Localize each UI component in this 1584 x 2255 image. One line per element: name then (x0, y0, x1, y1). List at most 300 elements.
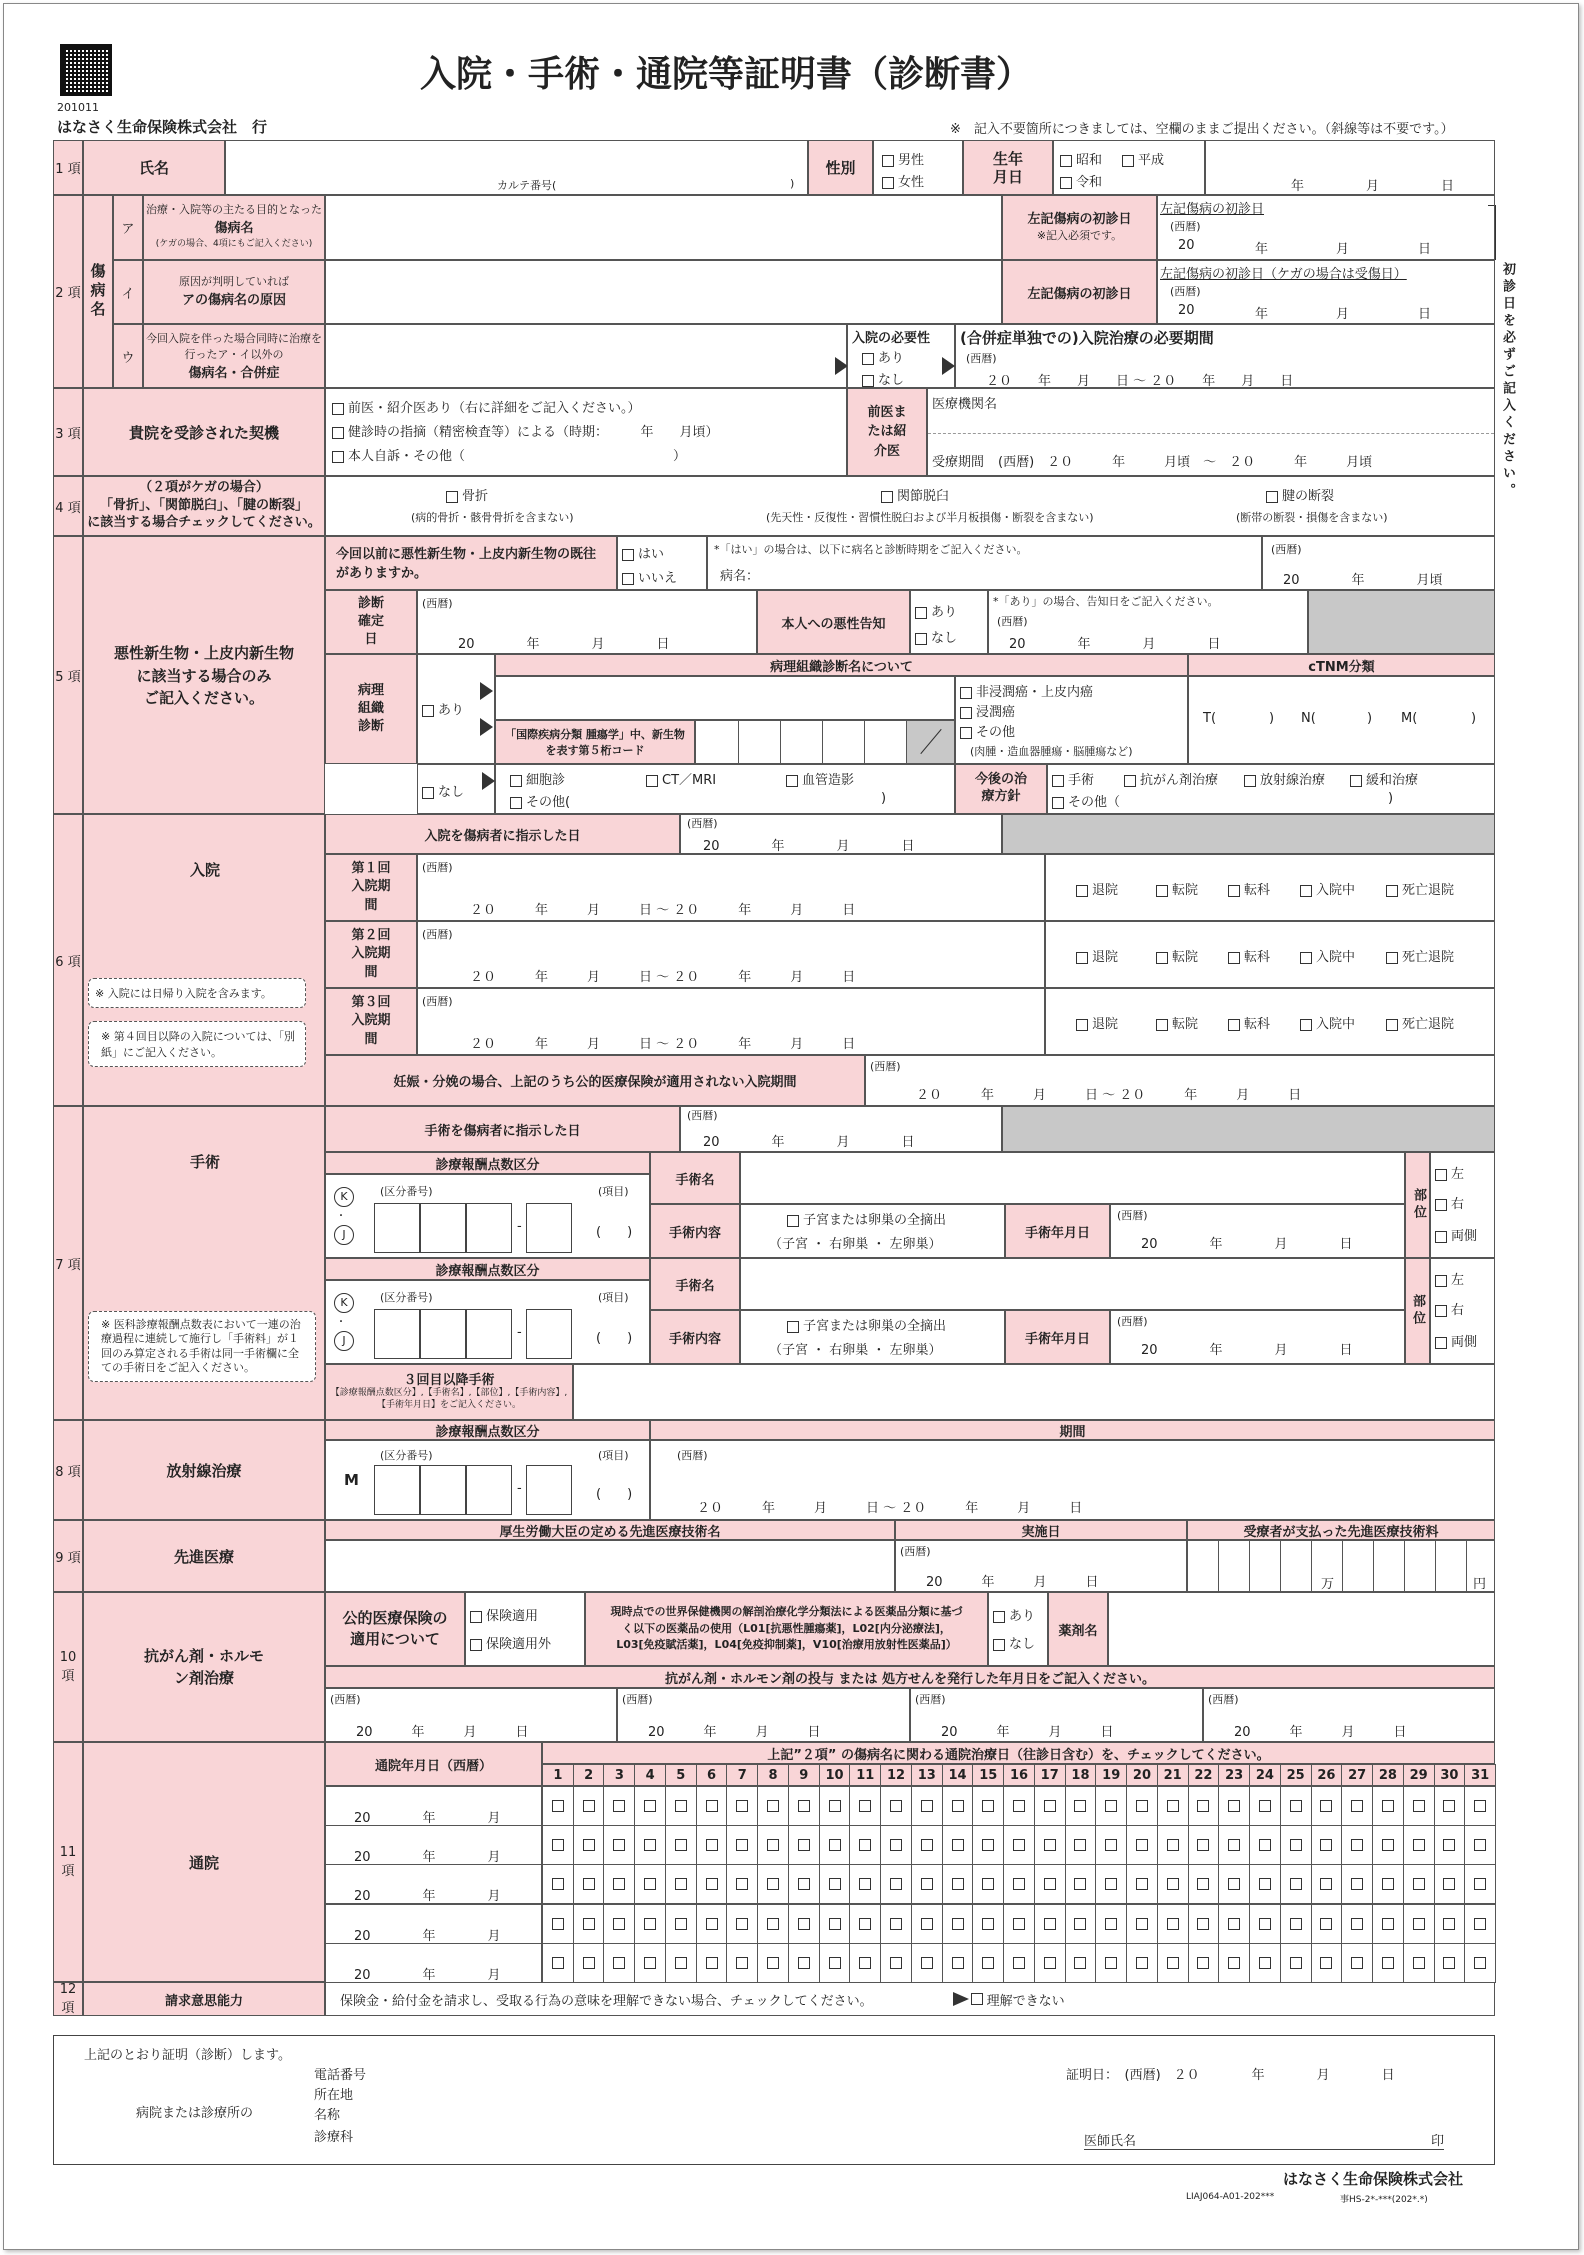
visit-day-checkbox[interactable] (1013, 1878, 1025, 1890)
pathology-no-checkbox[interactable] (422, 787, 434, 799)
row-i: イ (113, 260, 143, 324)
visit-day-checkbox[interactable] (1136, 1957, 1148, 1969)
visit-day-checkbox[interactable] (1228, 1800, 1240, 1812)
visit-day-checkbox[interactable] (1197, 1839, 1209, 1851)
visit-day-checkbox[interactable] (613, 1957, 625, 1969)
s1-death-checkbox[interactable] (1386, 885, 1398, 897)
stay-2-field[interactable] (417, 921, 1045, 988)
visit-day-checkbox[interactable] (736, 1878, 748, 1890)
visit-day-checkbox[interactable] (1382, 1839, 1394, 1851)
s3-dept-checkbox[interactable] (1228, 1019, 1240, 1031)
visit-day-checkbox[interactable] (1044, 1878, 1056, 1890)
tendon-label: 腱の断裂 (1282, 489, 1335, 504)
surg-name-field-2[interactable] (740, 1258, 1405, 1310)
visit-day-checkbox[interactable] (1474, 1800, 1486, 1812)
visit-day-checkbox[interactable] (1228, 1918, 1240, 1930)
visit-ym-field[interactable] (325, 1864, 542, 1904)
visit-day-checkbox[interactable] (982, 1839, 994, 1851)
visit-day-checkbox[interactable] (1351, 1839, 1363, 1851)
cert-date[interactable]: 証明日： (西暦) ２０ 年 月 日 (1066, 2068, 1395, 2083)
visit-day-checkbox[interactable] (583, 1800, 595, 1812)
visit-day-checkbox[interactable] (552, 1957, 564, 1969)
visit-day-checkbox[interactable] (1259, 1800, 1271, 1812)
visit-day-checkbox[interactable] (552, 1878, 564, 1890)
visit-day-checkbox[interactable] (921, 1839, 933, 1851)
first-visit-2-field[interactable] (1157, 260, 1495, 324)
ins-uncovered-checkbox[interactable] (470, 1639, 482, 1651)
visit-day-checkbox[interactable] (1382, 1918, 1394, 1930)
visit-day-checkbox[interactable] (1044, 1800, 1056, 1812)
visit-day-checkbox[interactable] (1413, 1800, 1425, 1812)
site-2-left-checkbox[interactable] (1435, 1275, 1447, 1287)
s3-inpatient-checkbox[interactable] (1300, 1019, 1312, 1031)
kubun-label: (区分番号) (380, 1291, 433, 1304)
reason-self-checkbox[interactable] (332, 451, 344, 463)
fracture-checkbox[interactable] (446, 491, 458, 503)
year-prefix: 20 (1178, 238, 1195, 253)
s1-discharge-checkbox[interactable] (1076, 885, 1088, 897)
visit-day-checkbox[interactable] (890, 1839, 902, 1851)
visit-day-checkbox[interactable] (1013, 1957, 1025, 1969)
visit-day-checkbox[interactable] (1382, 1878, 1394, 1890)
s2-death-checkbox[interactable] (1386, 952, 1398, 964)
advanced-tech-label: 厚生労働大臣の定める先進医療技術名 (325, 1520, 895, 1540)
cannot-understand-checkbox[interactable] (971, 1993, 983, 2005)
visit-day-checkbox[interactable] (1013, 1800, 1025, 1812)
site-2-left-label: 左 (1451, 1273, 1465, 1288)
visit-day-cell (942, 1825, 974, 1865)
visit-day-checkbox[interactable] (706, 1957, 718, 1969)
advanced-date-field[interactable] (895, 1540, 1187, 1592)
visit-day-checkbox[interactable] (1351, 1918, 1363, 1930)
visit-day-checkbox[interactable] (1167, 1918, 1179, 1930)
s3-transfer-checkbox[interactable] (1156, 1019, 1168, 1031)
visit-day-checkbox[interactable] (982, 1918, 994, 1930)
visit-day-checkbox[interactable] (644, 1918, 656, 1930)
plan-other-checkbox[interactable] (1052, 797, 1064, 809)
advanced-date-value: 20 年 月 日 (926, 1575, 1099, 1590)
notice-yes-checkbox[interactable] (915, 607, 927, 619)
visit-day-checkbox[interactable] (1290, 1918, 1302, 1930)
visit-day-checkbox[interactable] (952, 1957, 964, 1969)
visit-day-checkbox[interactable] (859, 1918, 871, 1930)
prev-no-checkbox[interactable] (622, 573, 634, 585)
atc-no-checkbox[interactable] (993, 1639, 1005, 1651)
visit-day-checkbox[interactable] (1228, 1957, 1240, 1969)
visit-day-checkbox[interactable] (1474, 1878, 1486, 1890)
plan-surgery-checkbox[interactable] (1052, 775, 1064, 787)
visit-day-checkbox[interactable] (1320, 1878, 1332, 1890)
visit-day-checkbox[interactable] (1474, 1918, 1486, 1930)
noninvasive-checkbox[interactable] (960, 687, 972, 699)
visit-day-checkbox[interactable] (982, 1800, 994, 1812)
drug-field[interactable] (1108, 1592, 1495, 1666)
s2-inpatient-checkbox[interactable] (1300, 952, 1312, 964)
visit-day-checkbox[interactable] (1382, 1800, 1394, 1812)
visit-day-cell (665, 1943, 697, 1983)
visit-day-checkbox[interactable] (1351, 1957, 1363, 1969)
plan-radiation-checkbox[interactable] (1244, 775, 1256, 787)
visit-day-checkbox[interactable] (1320, 1839, 1332, 1851)
day-header-cell: 6 (696, 1764, 728, 1786)
visit-day-checkbox[interactable] (1136, 1918, 1148, 1930)
invasive-checkbox[interactable] (960, 707, 972, 719)
other-diag-close: ) (881, 791, 887, 806)
visit-day-checkbox[interactable] (1290, 1878, 1302, 1890)
need-yes-checkbox[interactable] (862, 353, 874, 365)
s2-transfer-checkbox[interactable] (1156, 952, 1168, 964)
visit-day-cell (573, 1943, 605, 1983)
hosp-ordered-field[interactable] (680, 814, 1002, 854)
kubun-label: (区分番号) (380, 1185, 433, 1198)
visit-day-checkbox[interactable] (829, 1839, 841, 1851)
surg-date-field-1[interactable] (1110, 1204, 1405, 1258)
visit-day-checkbox[interactable] (1074, 1918, 1086, 1930)
visit-day-checkbox[interactable] (921, 1918, 933, 1930)
visit-day-cell (1095, 1864, 1127, 1904)
visit-day-cell (1095, 1786, 1127, 1826)
pathology-yes-checkbox[interactable] (422, 705, 434, 717)
visit-day-checkbox[interactable] (1290, 1839, 1302, 1851)
visit-day-checkbox[interactable] (1413, 1878, 1425, 1890)
visit-day-checkbox[interactable] (1074, 1878, 1086, 1890)
visit-day-checkbox[interactable] (1351, 1800, 1363, 1812)
showa-checkbox[interactable] (1060, 155, 1072, 167)
need-box (847, 324, 955, 388)
visit-day-checkbox[interactable] (921, 1800, 933, 1812)
radiation-fee-code[interactable]: M (区分番号) - (項目) ( ) (325, 1440, 650, 1520)
year-label: 年 (1255, 242, 1269, 257)
birth-date-field[interactable] (1205, 140, 1495, 195)
visit-day-checkbox[interactable] (675, 1839, 687, 1851)
diag-date-field[interactable] (417, 590, 757, 654)
visit-day-checkbox[interactable] (1443, 1878, 1455, 1890)
visit-day-checkbox[interactable] (675, 1878, 687, 1890)
visit-day-checkbox[interactable] (583, 1957, 595, 1969)
site-1-right-checkbox[interactable] (1435, 1199, 1447, 1211)
visit-day-cell (1126, 1943, 1158, 1983)
visit-day-checkbox[interactable] (644, 1839, 656, 1851)
admin-date-2[interactable] (617, 1688, 910, 1742)
plan-options (1047, 764, 1495, 814)
notice-date-field[interactable] (988, 590, 1308, 654)
visit-day-checkbox[interactable] (583, 1918, 595, 1930)
pathology-name-field[interactable] (495, 676, 955, 720)
tnm-field[interactable] (1188, 676, 1495, 764)
third-surgery-field[interactable] (573, 1364, 1495, 1420)
visit-day-checkbox[interactable] (1105, 1957, 1117, 1969)
surg-content-label-2: 手術内容 (650, 1310, 740, 1364)
visit-day-checkbox[interactable] (706, 1800, 718, 1812)
prev-cancer-date[interactable] (1262, 536, 1495, 590)
visit-day-checkbox[interactable] (952, 1800, 964, 1812)
fee-code-2[interactable]: K ・ J (区分番号) - (項目) ( ) (325, 1280, 650, 1364)
visit-day-checkbox[interactable] (1074, 1957, 1086, 1969)
visit-day-checkbox[interactable] (675, 1800, 687, 1812)
ins-covered-checkbox[interactable] (470, 1611, 482, 1623)
visit-day-checkbox[interactable] (1013, 1839, 1025, 1851)
need-no-checkbox[interactable] (862, 375, 874, 387)
s2-dept-checkbox[interactable] (1228, 952, 1240, 964)
visit-day-checkbox[interactable] (890, 1800, 902, 1812)
visit-day-cell (1372, 1864, 1404, 1904)
reiwa-checkbox[interactable] (1060, 177, 1072, 189)
visit-day-cell (880, 1786, 912, 1826)
visit-day-checkbox[interactable] (552, 1839, 564, 1851)
visit-day-checkbox[interactable] (767, 1878, 779, 1890)
visit-day-checkbox[interactable] (1136, 1839, 1148, 1851)
visit-day-checkbox[interactable] (952, 1918, 964, 1930)
visit-day-checkbox[interactable] (1197, 1878, 1209, 1890)
visit-day-checkbox[interactable] (1443, 1918, 1455, 1930)
visit-day-checkbox[interactable] (890, 1918, 902, 1930)
disease-a-field[interactable] (325, 195, 1002, 260)
reason-checkup-checkbox[interactable] (332, 427, 344, 439)
visit-day-checkbox[interactable] (952, 1878, 964, 1890)
stay-1-field[interactable] (417, 854, 1045, 921)
cytology-checkbox[interactable] (510, 775, 522, 787)
visit-day-checkbox[interactable] (767, 1957, 779, 1969)
visit-day-checkbox[interactable] (1167, 1878, 1179, 1890)
admin-date-4[interactable] (1203, 1688, 1495, 1742)
visit-day-checkbox[interactable] (736, 1800, 748, 1812)
disease-u-field[interactable] (325, 324, 847, 388)
visit-day-checkbox[interactable] (1320, 1918, 1332, 1930)
angiography-checkbox[interactable] (786, 775, 798, 787)
visit-day-checkbox[interactable] (552, 1800, 564, 1812)
need-yes-label: あり (878, 351, 905, 366)
male-checkbox[interactable] (882, 155, 894, 167)
other-type-note: (肉腫・造血器腫瘍・脳腫瘍など) (970, 745, 1133, 758)
radiation-period-field[interactable] (650, 1440, 1495, 1520)
first-visit-1-field[interactable] (1157, 195, 1495, 260)
pathology-label: 病理組織診断 (325, 654, 417, 764)
visit-day-checkbox[interactable] (613, 1839, 625, 1851)
visit-day-checkbox[interactable] (829, 1918, 841, 1930)
visit-day-checkbox[interactable] (1105, 1800, 1117, 1812)
surg-ordered-field[interactable] (680, 1106, 1002, 1152)
visit-day-checkbox[interactable] (1105, 1918, 1117, 1930)
visit-day-checkbox[interactable] (1167, 1957, 1179, 1969)
visit-day-checkbox[interactable] (644, 1878, 656, 1890)
visit-day-checkbox[interactable] (829, 1800, 841, 1812)
visit-day-checkbox[interactable] (829, 1957, 841, 1969)
ct-mri-checkbox[interactable] (646, 775, 658, 787)
s1-transfer-checkbox[interactable] (1156, 885, 1168, 897)
reason-referral-checkbox[interactable] (332, 403, 344, 415)
visit-ym-field[interactable] (325, 1825, 542, 1865)
visit-day-checkbox[interactable] (1074, 1839, 1086, 1851)
visit-day-checkbox[interactable] (952, 1839, 964, 1851)
visit-day-checkbox[interactable] (1351, 1878, 1363, 1890)
visit-day-checkbox[interactable] (767, 1800, 779, 1812)
visit-day-checkbox[interactable] (798, 1957, 810, 1969)
admin-date-3[interactable] (910, 1688, 1203, 1742)
visit-day-checkbox[interactable] (1443, 1839, 1455, 1851)
visit-day-checkbox[interactable] (982, 1957, 994, 1969)
visit-day-checkbox[interactable] (1167, 1800, 1179, 1812)
other-type-checkbox[interactable] (960, 727, 972, 739)
pregnancy-field[interactable] (865, 1055, 1495, 1106)
icd-code-field[interactable] (695, 720, 955, 764)
s3-transfer-label: 転院 (1172, 1017, 1199, 1032)
visit-day-checkbox[interactable] (1290, 1957, 1302, 1969)
visit-day-cell (1464, 1943, 1496, 1983)
visit-day-checkbox[interactable] (890, 1878, 902, 1890)
visit-day-checkbox[interactable] (1413, 1918, 1425, 1930)
visit-day-checkbox[interactable] (1259, 1957, 1271, 1969)
advanced-tech-field[interactable] (325, 1540, 895, 1592)
visit-day-checkbox[interactable] (767, 1918, 779, 1930)
visit-day-checkbox[interactable] (982, 1878, 994, 1890)
visit-day-checkbox[interactable] (1228, 1878, 1240, 1890)
visit-ym-field[interactable] (325, 1904, 542, 1944)
visit-day-checkbox[interactable] (798, 1839, 810, 1851)
visit-day-checkbox[interactable] (1044, 1918, 1056, 1930)
visit-day-checkbox[interactable] (736, 1839, 748, 1851)
organs-1[interactable]: （子宮 ・ 右卵巣 ・ 左卵巣） (769, 1237, 942, 1252)
admin-date-1-value: 20 年 月 日 (356, 1725, 529, 1740)
visit-day-checkbox[interactable] (1290, 1800, 1302, 1812)
visit-day-checkbox[interactable] (1413, 1839, 1425, 1851)
day-header-cell: 7 (726, 1764, 758, 1786)
visit-day-checkbox[interactable] (859, 1800, 871, 1812)
prev-no-label: いいえ (638, 571, 678, 586)
visit-day-checkbox[interactable] (921, 1957, 933, 1969)
admin-date-1[interactable] (325, 1688, 617, 1742)
visit-day-checkbox[interactable] (644, 1800, 656, 1812)
visit-day-checkbox[interactable] (613, 1878, 625, 1890)
injury-options (325, 476, 1495, 536)
plan-chemo-checkbox[interactable] (1124, 775, 1136, 787)
visit-day-checkbox[interactable] (859, 1878, 871, 1890)
fee-code-1[interactable]: K ・ J (区分番号) - (項目) ( ) (325, 1174, 650, 1258)
visit-day-checkbox[interactable] (1320, 1957, 1332, 1969)
atc-yes-checkbox[interactable] (993, 1611, 1005, 1623)
site-1-both-checkbox[interactable] (1435, 1231, 1447, 1243)
tendon-checkbox[interactable] (1266, 491, 1278, 503)
visit-day-checkbox[interactable] (736, 1957, 748, 1969)
visit-day-checkbox[interactable] (583, 1878, 595, 1890)
visit-day-checkbox[interactable] (736, 1918, 748, 1930)
visit-day-checkbox[interactable] (1074, 1800, 1086, 1812)
female-checkbox[interactable] (882, 177, 894, 189)
organs-2[interactable]: （子宮 ・ 右卵巣 ・ 左卵巣） (769, 1343, 942, 1358)
disease-i-field[interactable] (325, 260, 1002, 324)
visit-day-checkbox[interactable] (1013, 1918, 1025, 1930)
visit-day-checkbox[interactable] (921, 1878, 933, 1890)
visit-day-checkbox[interactable] (1259, 1839, 1271, 1851)
surg-name-field-1[interactable] (740, 1152, 1405, 1204)
plan-palliative-checkbox[interactable] (1350, 775, 1362, 787)
stay-3-status (1045, 988, 1495, 1055)
visit-day-checkbox[interactable] (613, 1800, 625, 1812)
visit-day-checkbox[interactable] (1105, 1878, 1117, 1890)
visit-day-checkbox[interactable] (829, 1878, 841, 1890)
advanced-fee-field[interactable] (1187, 1540, 1495, 1592)
visit-day-checkbox[interactable] (706, 1878, 718, 1890)
visit-day-checkbox[interactable] (798, 1878, 810, 1890)
admin-date-3-value: 20 年 月 日 (941, 1725, 1114, 1740)
visit-day-checkbox[interactable] (1136, 1878, 1148, 1890)
visit-day-checkbox[interactable] (1320, 1800, 1332, 1812)
visit-day-cell (542, 1864, 574, 1904)
visit-day-checkbox[interactable] (613, 1918, 625, 1930)
visit-day-checkbox[interactable] (644, 1957, 656, 1969)
visit-day-checkbox[interactable] (1443, 1800, 1455, 1812)
visit-day-checkbox[interactable] (1259, 1918, 1271, 1930)
visit-day-checkbox[interactable] (1167, 1839, 1179, 1851)
visit-day-checkbox[interactable] (1228, 1839, 1240, 1851)
doctor-signature[interactable] (1084, 2130, 1444, 2150)
site-1-left-checkbox[interactable] (1435, 1169, 1447, 1181)
visit-ym-field[interactable] (325, 1786, 542, 1826)
seireki-label: (西暦) (422, 861, 453, 874)
s1-dept-checkbox[interactable] (1228, 885, 1240, 897)
visit-day-checkbox[interactable] (675, 1957, 687, 1969)
s2-discharge-checkbox[interactable] (1076, 952, 1088, 964)
visit-day-checkbox[interactable] (1197, 1918, 1209, 1930)
visit-day-checkbox[interactable] (798, 1918, 810, 1930)
visit-day-checkbox[interactable] (798, 1800, 810, 1812)
visit-day-checkbox[interactable] (706, 1839, 718, 1851)
total-removal-2-checkbox[interactable] (787, 1321, 799, 1333)
dislocation-checkbox[interactable] (881, 491, 893, 503)
site-2-right-checkbox[interactable] (1435, 1305, 1447, 1317)
visit-day-checkbox[interactable] (1105, 1839, 1117, 1851)
need-period-field[interactable] (955, 324, 1495, 388)
visit-day-checkbox[interactable] (1259, 1878, 1271, 1890)
address-label: 所在地 (314, 2088, 354, 2103)
prev-yes-checkbox[interactable] (622, 549, 634, 561)
heisei-checkbox[interactable] (1122, 155, 1134, 167)
visit-day-checkbox[interactable] (767, 1839, 779, 1851)
visit-day-checkbox[interactable] (1413, 1957, 1425, 1969)
plan-other-close: ) (1388, 791, 1394, 806)
visit-day-checkbox[interactable] (675, 1918, 687, 1930)
visit-day-checkbox[interactable] (1474, 1957, 1486, 1969)
row-i-main: アの傷病名の原因 (181, 293, 286, 308)
s3-discharge-checkbox[interactable] (1076, 1019, 1088, 1031)
visit-day-checkbox[interactable] (1197, 1800, 1209, 1812)
total-removal-1-checkbox[interactable] (787, 1215, 799, 1227)
visit-day-checkbox[interactable] (1136, 1800, 1148, 1812)
site-2-both-checkbox[interactable] (1435, 1337, 1447, 1349)
visit-day-checkbox[interactable] (1474, 1839, 1486, 1851)
prev-doctor-field[interactable] (927, 388, 1495, 476)
surg-date-field-2[interactable] (1110, 1310, 1405, 1364)
visit-day-checkbox[interactable] (859, 1957, 871, 1969)
visit-day-checkbox[interactable] (1044, 1957, 1056, 1969)
visit-day-checkbox[interactable] (1197, 1957, 1209, 1969)
visit-day-checkbox[interactable] (552, 1918, 564, 1930)
visit-ym-field[interactable] (325, 1943, 542, 1983)
visit-day-checkbox[interactable] (1382, 1957, 1394, 1969)
visit-day-checkbox[interactable] (859, 1839, 871, 1851)
visit-day-checkbox[interactable] (583, 1839, 595, 1851)
visit-day-checkbox[interactable] (1443, 1957, 1455, 1969)
s1-inpatient-checkbox[interactable] (1300, 885, 1312, 897)
seireki-label: (西暦) (422, 928, 453, 941)
visit-day-checkbox[interactable] (706, 1918, 718, 1930)
visit-day-checkbox[interactable] (1044, 1839, 1056, 1851)
s3-death-checkbox[interactable] (1386, 1019, 1398, 1031)
visit-day-checkbox[interactable] (890, 1957, 902, 1969)
other-diag-checkbox[interactable] (510, 797, 522, 809)
prev-cancer-field[interactable] (707, 536, 1262, 590)
stay-3-field[interactable] (417, 988, 1045, 1055)
notice-no-checkbox[interactable] (915, 633, 927, 645)
